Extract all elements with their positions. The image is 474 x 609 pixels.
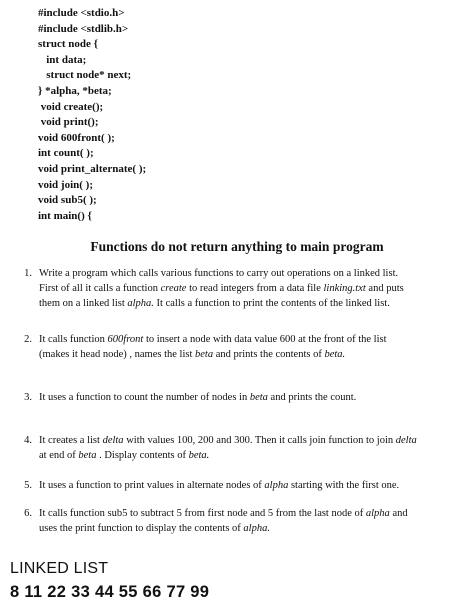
list-item-text — [39, 332, 466, 362]
italic-term: beta — [78, 450, 97, 461]
list-item-text — [39, 478, 466, 493]
section-heading: Functions do not return anything to main program — [90, 239, 384, 254]
text-line — [39, 390, 466, 405]
text-line — [39, 266, 466, 281]
text-run: uses the print function to display the contents of — [39, 523, 244, 534]
list-item-number: 1. — [24, 268, 32, 279]
code-line: } *alpha, *beta; — [38, 84, 112, 97]
text-run: (makes it head node) , names the list — [39, 349, 195, 360]
text-run: and prints the count. — [267, 392, 357, 403]
text-line — [39, 347, 466, 362]
italic-term: alpha — [365, 508, 390, 519]
code-line: #include <stdlib.h> — [38, 22, 129, 35]
code-line: void create(); — [38, 100, 104, 113]
italic-term: delta — [395, 435, 417, 446]
text-line — [39, 433, 466, 448]
text-run: to insert a node with data value 600 at the front of the list — [143, 334, 387, 345]
text-run: It calls function sub5 to subtract 5 from first node and 5 from the last node of — [39, 508, 366, 519]
code-line: int count( ); — [38, 147, 94, 160]
italic-term: beta — [195, 349, 214, 360]
text-line — [39, 506, 466, 521]
code-line: int main() { — [38, 209, 92, 222]
text-run: Write a program which calls various functions to carry out operations on a linked list. — [39, 268, 399, 279]
text-run: . Display contents of — [96, 450, 189, 461]
text-run: It uses a function to count the number of nodes in — [39, 392, 250, 403]
text-line — [39, 478, 466, 493]
text-run: to read integers from a data file — [186, 283, 324, 294]
list-item-number: 5. — [24, 480, 32, 491]
code-line: struct node* next; — [38, 69, 132, 82]
list-item-number: 6. — [24, 508, 32, 519]
text-run: It calls a function to print the contents of the linked list. — [153, 298, 390, 309]
italic-term: alpha — [264, 480, 289, 491]
list-item-number: 3. — [24, 392, 32, 403]
italic-term: alpha. — [127, 298, 154, 309]
text-run: It calls function — [39, 334, 108, 345]
italic-term: beta. — [188, 450, 210, 461]
text-run: It uses a function to print values in alternate nodes of — [39, 480, 265, 491]
italic-term: 600front — [107, 334, 144, 345]
caption-numbers: 8 11 22 33 44 55 66 77 99 — [10, 583, 210, 601]
list-item-number: 2. — [24, 334, 32, 345]
code-line: #include <stdio.h> — [38, 7, 125, 19]
text-run: It creates a list — [39, 435, 103, 446]
text-run: starting with the first one. — [288, 480, 400, 491]
text-line — [39, 332, 466, 347]
italic-term: delta — [102, 435, 124, 446]
text-run: and puts — [365, 283, 404, 294]
text-run: First of all it calls a function — [39, 283, 161, 294]
code-line: struct node { — [38, 38, 98, 51]
list-item-text — [39, 390, 466, 405]
italic-term: beta. — [324, 349, 346, 360]
code-line: void print_alternate( ); — [38, 162, 147, 175]
text-line — [39, 448, 466, 463]
code-line: int data; — [38, 53, 87, 66]
list-item-number: 4. — [24, 435, 32, 446]
italic-term: beta — [249, 392, 268, 403]
italic-term: alpha. — [243, 523, 270, 534]
list-item-text — [39, 506, 466, 536]
caption-title: LINKED LIST — [10, 560, 109, 577]
text-run: and prints the contents of — [213, 349, 325, 360]
italic-term: create — [160, 283, 187, 294]
caption-area — [0, 552, 474, 609]
list-item-text — [39, 266, 466, 311]
text-line — [39, 521, 466, 536]
italic-term: linking.txt — [323, 283, 366, 294]
text-run: and — [389, 508, 408, 519]
text-line — [39, 281, 466, 296]
code-line: void 600front( ); — [38, 131, 115, 144]
text-run: them on a linked list — [39, 298, 128, 309]
list-item-text — [39, 433, 466, 463]
code-line: void join( ); — [38, 178, 93, 191]
text-run: at end of — [39, 450, 79, 461]
text-line — [39, 296, 466, 311]
code-line: void sub5( ); — [38, 194, 97, 207]
code-block — [38, 6, 146, 224]
text-run: with values 100, 200 and 300. Then it calls join function to join — [123, 435, 396, 446]
code-line: void print(); — [38, 116, 99, 129]
